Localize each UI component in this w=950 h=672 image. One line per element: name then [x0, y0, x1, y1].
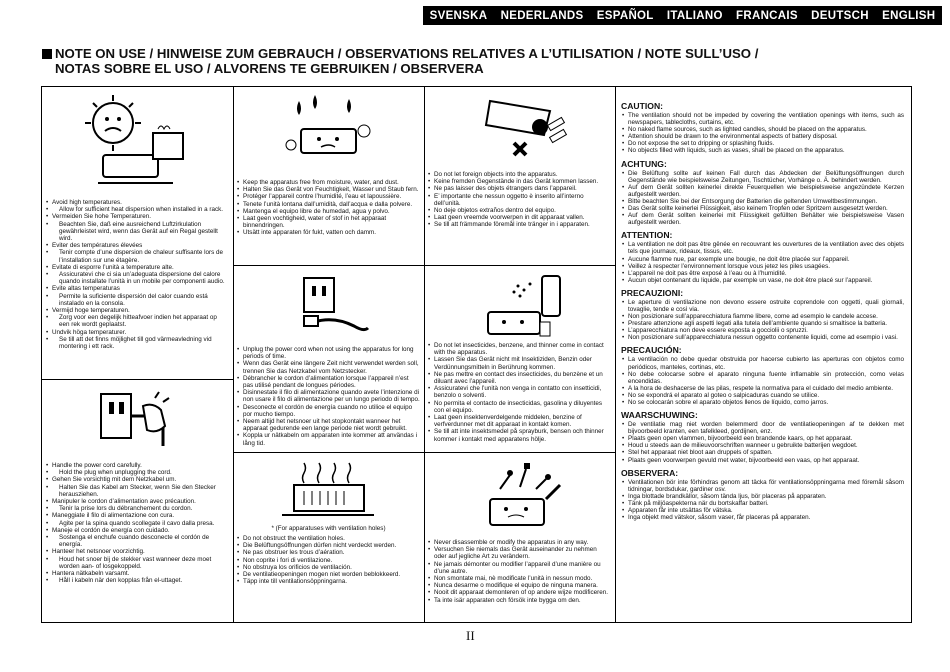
cell-insecticides: [424, 266, 615, 453]
list-item: • Desconecte el cordón de energía cuando no utilice el equipo por mucho tiempo.: [236, 404, 420, 418]
list-disassemble: [427, 539, 611, 604]
caution-title-de: ACHTUNG:: [621, 158, 667, 169]
list-item: • Never disassemble or modify the apparatus in any way.: [427, 539, 611, 546]
list-item: • No permita el contacto de insecticidas, gasolina y diluyentes con el equipo.: [427, 400, 611, 414]
list-item: • Undvik höga temperaturer.: [45, 329, 229, 336]
caution-list-fr: [621, 241, 904, 284]
list-item: • E’ importante che nessun oggetto è inserito all’interno dell’unità.: [427, 193, 611, 207]
list-item: • Keine fremden Gegenstände in das Gerät kommen lassen.: [427, 178, 611, 185]
list-item: • Houd het snoer bij de stekker vast wanneer deze moet worden aan- of losgekoppeld.: [45, 556, 229, 570]
list-item: • Halten Sie das Gerät von Feuchtigkeit, Wasser und Staub fern.: [236, 186, 420, 193]
list-item: • Houd u steeds aan de milieuvoorschriften wanneer u gebruikte batterijen wegdoet.: [621, 442, 904, 449]
list-item: • Aucun objet contenant du liquide, par exemple un vase, ne doit être placé sur l’appareil.: [621, 277, 904, 284]
column-1: [42, 87, 234, 622]
list-item: • Manipuler le cordon d’alimentation avec précaution.: [45, 498, 229, 505]
list-item: • Lassen Sie das Gerät nicht mit Insektiziden, Benzin oder Verdünnungsmitteln in Berührung kommen.: [427, 356, 611, 370]
caution-list-it: [621, 299, 904, 342]
list-item: • A la hora de deshacerse de las pilas, respete la normativa para el cuidado del medio ambiente.: [621, 385, 904, 392]
caution-title-en: CAUTION:: [621, 101, 664, 111]
list-item: • De ventilatie mag niet worden belemmerd door de ventilatieopeningen af te dekken met bijvoorbeeld kranten, een tafelkleed, gordijnen, enz.: [621, 421, 904, 435]
list-item: • Tenir la prise lors du débranchement du cordon.: [45, 505, 229, 512]
list-item: • Do not expose the set to dripping or splashing fluids.: [621, 140, 904, 147]
cell-cord: [42, 380, 233, 622]
list-item: • Nunca desarme o modifique el equipo de ninguna manera.: [427, 582, 611, 589]
list-item: • Se till att främmande föremål inte tränger in i apparaten.: [427, 221, 611, 228]
list-vent: [236, 535, 420, 585]
list-item: • Prestare attenzione agli aspetti legati alla tutela dell’ambiente quando si smaltisce la batteria.: [621, 320, 904, 327]
list-item: • Mantenga el equipo libre de humedad, agua y polvo.: [236, 208, 420, 215]
list-item: • Auf dem Gerät sollten keinerlei mit Flüssigkeit gefüllten Behälter wie beispielsweise Vasen aufgestellt werden.: [621, 212, 904, 226]
column-2: [233, 87, 425, 622]
list-item: • Tänk på miljöaspekterna när du bortskaffar batteri.: [621, 500, 904, 507]
vent-note: * (For apparatuses with ventilation holes): [271, 525, 386, 532]
page-number: II: [466, 628, 475, 643]
list-item: • No obstruya los orificios de ventilación.: [236, 564, 420, 571]
lang-espanol: ESPAÑOL: [596, 9, 654, 22]
page-heading: [42, 46, 932, 76]
list-item: • Ne pas obstruer les trous d’aération.: [236, 549, 420, 556]
list-item: • Non coprite i fori di ventilazione.: [236, 557, 420, 564]
list-item: • Wenn das Gerät eine längere Zeit nicht verwendet werden soll, trennen Sie das Netzkabel vom Netzstecker.: [236, 360, 420, 374]
list-item: • Le aperture di ventilazione non devono essere ostruite coprendole con oggetti, quali giornali, tovaglie, tende e così via.: [621, 299, 904, 313]
caution-list-sv: [621, 479, 904, 522]
list-item: • Maneje el cordón de energía con cuidado.: [45, 527, 229, 534]
cell-disassemble: [424, 453, 615, 622]
moisture-illustration-icon: [233, 91, 424, 171]
heading-line-1: NOTE ON USE / HINWEISE ZUM GEBRAUCH / OBSERVATIONS RELATIVES A L’UTILISATION / NOTE SULL’USO /: [55, 46, 759, 61]
list-item: • Inga objekt med vätskor, såsom vaser, får placeras på apparaten.: [621, 514, 904, 521]
list-item: • Evitate di esporre l’unità a temperature alte.: [45, 264, 229, 271]
list-item: • Do not obstruct the ventilation holes.: [236, 535, 420, 542]
list-objects: [427, 171, 611, 229]
cell-unplug: [233, 266, 424, 453]
list-item: • Koppla ur nätkabeln om apparaten inte kommer att användas i lång tid.: [236, 432, 420, 446]
list-item: • Maneggiate il filo di alimentazione con cura.: [45, 512, 229, 519]
caution-list-nl: [621, 421, 904, 464]
notes-grid: [41, 86, 912, 623]
list-item: • Eviter des températures élevées: [45, 242, 229, 249]
lang-english: ENGLISH: [882, 9, 936, 22]
caution-list-en: [621, 112, 904, 155]
list-item: • Se till att inte insektsmedel på sprayburk, bensen och thinner kommer i kontakt med apparatens hölje.: [427, 428, 611, 442]
list-item: • Tenir compte d’une dispersion de chaleur suffisante lors de l’installation sur une étagère.: [45, 249, 229, 263]
list-item: • Vermijd hoge temperaturen.: [45, 307, 229, 314]
list-item: • No debe colocarse sobre el aparato ninguna fuente inflamable sin protección, como velas encendidas.: [621, 371, 904, 385]
list-item: • Gehen Sie vorsichtig mit dem Netzkabel um.: [45, 476, 229, 483]
list-item: • Aucune flamme nue, par exemple une bougie, ne doit être placée sur l’appareil.: [621, 256, 904, 263]
list-item: • Laat geen insektenverdelgende middelen, benzine of verfverdunner met dit apparaat in kontakt komen.: [427, 414, 611, 428]
list-item: • Tenete l’unità lontana dall’umidità, dall’acqua e dalla polvere.: [236, 201, 420, 208]
list-item: • Ta inte isär apparaten och försök inte bygga om den.: [427, 597, 611, 604]
list-item: • Utsätt inte apparaten för fukt, vatten och damm.: [236, 229, 420, 236]
list-item: • Débrancher le cordon d’alimentation lorsque l’appareil n’est pas utilisé pendant de longues périodes.: [236, 375, 420, 389]
list-item: • Bitte beachten Sie bei der Entsorgung der Batterien die geltenden Umweltbestimmungen.: [621, 198, 904, 205]
list-item: • Stel het apparaat niet bloot aan druppels of spatten.: [621, 449, 904, 456]
lang-italiano: ITALIANO: [666, 9, 723, 22]
lang-nederlands: NEDERLANDS: [500, 9, 584, 22]
lang-deutsch: DEUTSCH: [811, 9, 869, 22]
power-plug-illustration-icon: [42, 386, 233, 466]
list-item: • Hanteer het netsnoer voorzichtig.: [45, 548, 229, 555]
list-moisture: [236, 179, 420, 237]
caution-title-it: PRECAUZIONI:: [621, 287, 684, 298]
list-item: • Täpp inte till ventilationsöppningarna.: [236, 578, 420, 585]
cell-heat: [42, 87, 233, 380]
list-item: • Avoid high temperatures.: [45, 199, 229, 206]
list-item: • Non smontate mai, nè modificate l’unità in nessun modo.: [427, 575, 611, 582]
caution-title-fr: ATTENTION:: [621, 230, 673, 241]
heading-line-2: NOTAS SOBRE EL USO / ALVORENS TE GEBRUIKEN / OBSERVERA: [55, 61, 484, 76]
cautions-column: [615, 87, 910, 622]
list-item: • No naked flame sources, such as lighted candles, should be placed on the apparatus.: [621, 126, 904, 133]
bullet-square-icon: [42, 49, 52, 59]
list-item: • Halten Sie das Kabel am Stecker, wenn Sie den Stecker herausziehen.: [45, 484, 229, 498]
list-item: • Auf dem Gerät sollten keinerlei direkte Feuerquellen wie beispielsweise angezündete Kerzen aufgestellt werden.: [621, 184, 904, 198]
list-item: • No objects filled with liquids, such as vases, shall be placed on the apparatus.: [621, 147, 904, 154]
list-item: • Die Belüftung sollte auf keinen Fall durch das Abdecken der Belüftungsöffnungen durch Gegenstände wie beispielsweise Zeitungen, Tischtücher, Vorhänge o. Ä. behindert werden.: [621, 170, 904, 184]
cell-objects: [424, 87, 615, 266]
disassemble-illustration-icon: [424, 459, 615, 539]
list-item: • Do not let foreign objects into the apparatus.: [427, 171, 611, 178]
list-item: • Apparaten får inte utsättas för vätska.: [621, 507, 904, 514]
list-item: • Disinnestate il filo di alimentazione quando avete l’intenzione di non usare il filo di alimentazione per un lungo periodo di tempo.: [236, 389, 420, 403]
caution-list-de: [621, 170, 904, 227]
overheat-illustration-icon: [42, 93, 233, 193]
caution-list-es: [621, 356, 904, 406]
cell-moisture: [233, 87, 424, 266]
list-item: • L’appareil ne doit pas être exposé à l’eau ou à l’humidité.: [621, 270, 904, 277]
caution-title-nl: WAARSCHUWING:: [621, 410, 698, 421]
list-item: • Das Gerät sollte keinerlei Flüssigkeit, also keinem Tropfen oder Spritzern ausgesetzt werden.: [621, 205, 904, 212]
list-item: • Ne pas laisser des objets étrangers dans l’appareil.: [427, 185, 611, 192]
list-item: • Agite per la spina quando scollegate il cavo dalla presa.: [45, 520, 229, 527]
list-item: • De ventilatieopeningen mogen niet worden beblokkeerd.: [236, 571, 420, 578]
cell-vent: [233, 453, 424, 622]
list-item: • Håll i kabeln när den kopplas från el-uttaget.: [45, 577, 229, 584]
list-item: • Handle the power cord carefully.: [45, 462, 229, 469]
ventilation-illustration-icon: [233, 459, 424, 519]
list-item: • Beachten Sie, daß eine ausreichend Luftzirkulation gewährleistet wird, wenn das Gerät auf ein Regal gestellt wird.: [45, 221, 229, 243]
list-item: • Inga blottade brandkällor, såsom tända ljus, bör placeras på apparaten.: [621, 493, 904, 500]
list-item: • Ne jamais démonter ou modifier l’appareil d’une manière ou d’une autre.: [427, 561, 611, 575]
lang-francais: FRANCAIS: [736, 9, 798, 22]
list-item: • Laat geen vochtigheid, water of stof in het apparaat binnendringen.: [236, 215, 420, 229]
list-item: • No se colocarán sobre el aparato objetos llenos de líquido, como jarros.: [621, 399, 904, 406]
list-cord: [45, 462, 229, 584]
caution-title-es: PRECAUCIÓN:: [621, 345, 682, 356]
list-item: • La ventilation ne doit pas être gênée en recouvrant les ouvertures de la ventilation avec des objets tels que journaux, rideaux, tissus, etc.: [621, 241, 904, 255]
list-item: • L’apparecchiatura non deve essere esposta a gocciolii o spruzzi.: [621, 327, 904, 334]
list-item: • Assicuratevi che ci sia un’adeguata dispersione del calore quando installate l’unità in un mobile per componenti audio.: [45, 271, 229, 285]
list-item: • Hold the plug when unplugging the cord.: [45, 469, 229, 476]
lang-svenska: SVENSKA: [429, 9, 488, 22]
list-heat: [45, 199, 229, 350]
list-insecticides: [427, 342, 611, 443]
language-bar: [423, 6, 942, 25]
list-item: • La ventilación no debe quedar obstruida por hacerse cubierto las aperturas con objetos como periódicos, manteles, cortinas, etc.: [621, 356, 904, 370]
list-item: • The ventilation should not be impeded by covering the ventilation openings with items, such as newspapers, tablecloths, curtains, etc.: [621, 112, 904, 126]
list-item: • Neem altijd het netsnoer uit het stopkontakt wanneer het apparaat gedurende een lange periode niet wordt gebruikt.: [236, 418, 420, 432]
spray-can-illustration-icon: [424, 272, 615, 342]
list-item: • Hantera nätkabeln varsamt.: [45, 570, 229, 577]
list-item: • No se expondrá el aparato al goteo o salpicaduras cuando se utilice.: [621, 392, 904, 399]
list-item: • Sostenga el enchufe cuando desconecte el cordón de energía.: [45, 534, 229, 548]
list-item: • Non posizionare sull’apparecchiatura nessun oggetto contenente liquidi, come ad esempio i vasi.: [621, 334, 904, 341]
list-item: • Nooit dit apparaat demonteren of op andere wijze modificeren.: [427, 589, 611, 596]
list-item: • Non posizionare sull’apparecchiatura fiamme libere, come ad esempio le candele accese.: [621, 313, 904, 320]
list-item: • Allow for sufficient heat dispersion when installed in a rack.: [45, 206, 229, 213]
list-item: • Laat geen vreemde voorwerpen in dit apparaat vallen.: [427, 214, 611, 221]
list-item: • Protéger l’appareil contre l’humidité, l’eau et lapoussière.: [236, 193, 420, 200]
list-item: • Zorg voor een degelijk hitteafvoer indien het apparaat op een rek wordt geplaatst.: [45, 314, 229, 328]
list-item: • Plaats geen open vlammen, bijvoorbeeld een brandende kaars, op het apparaat.: [621, 435, 904, 442]
list-item: • Ne pas mettre en contact des insecticides, du benzène et un diluant avec l’appareil.: [427, 371, 611, 385]
unplugged-outlet-icon: [233, 272, 424, 342]
list-item: • Die Belüftungsöffnungen dürfen nicht verdeckt werden.: [236, 542, 420, 549]
list-item: • Se till att det finns möjlighet till god värmeavledning vid montering i ett rack.: [45, 336, 229, 350]
list-item: • Unplug the power cord when not using the apparatus for long periods of time.: [236, 346, 420, 360]
caution-title-sv: OBSERVERA:: [621, 467, 679, 478]
list-item: • Keep the apparatus free from moisture, water, and dust.: [236, 179, 420, 186]
list-item: • Do not let insecticides, benzene, and thinner come in contact with the apparatus.: [427, 342, 611, 356]
list-item: • Veillez à respecter l’environnement lorsque vous jetez les piles usagées.: [621, 263, 904, 270]
list-item: • Ventilationen bör inte förhindras genom att täcka för ventilationsöppningarna med föremål såsom tidningar, bordsdukar, gardiner osv.: [621, 479, 904, 493]
list-item: • Permite la suficiente dispersión del calor cuando está instalado en la consola.: [45, 293, 229, 307]
column-3: [424, 87, 616, 622]
foreign-objects-illustration-icon: [424, 91, 615, 171]
list-unplug: [236, 346, 420, 447]
list-item: • Assicuratevi che l’unità non venga in contatto con insetticidi, benzolo o solventi.: [427, 385, 611, 399]
list-item: • Versuchen Sie niemals das Gerät auseinander zu nehmen oder auf jegliche Art zu verändern.: [427, 546, 611, 560]
list-item: • Plaats geen voorwerpen gevuld met water, bijvoorbeeld een vaas, op het apparaat.: [621, 457, 904, 464]
list-item: • Vermeiden Sie hohe Temperaturen.: [45, 213, 229, 220]
list-item: • Attention should be drawn to the environmental aspects of battery disposal.: [621, 133, 904, 140]
list-item: • No deje objetos extraños dentro del equipo.: [427, 207, 611, 214]
list-item: • Evite altas temperaturas: [45, 285, 229, 292]
